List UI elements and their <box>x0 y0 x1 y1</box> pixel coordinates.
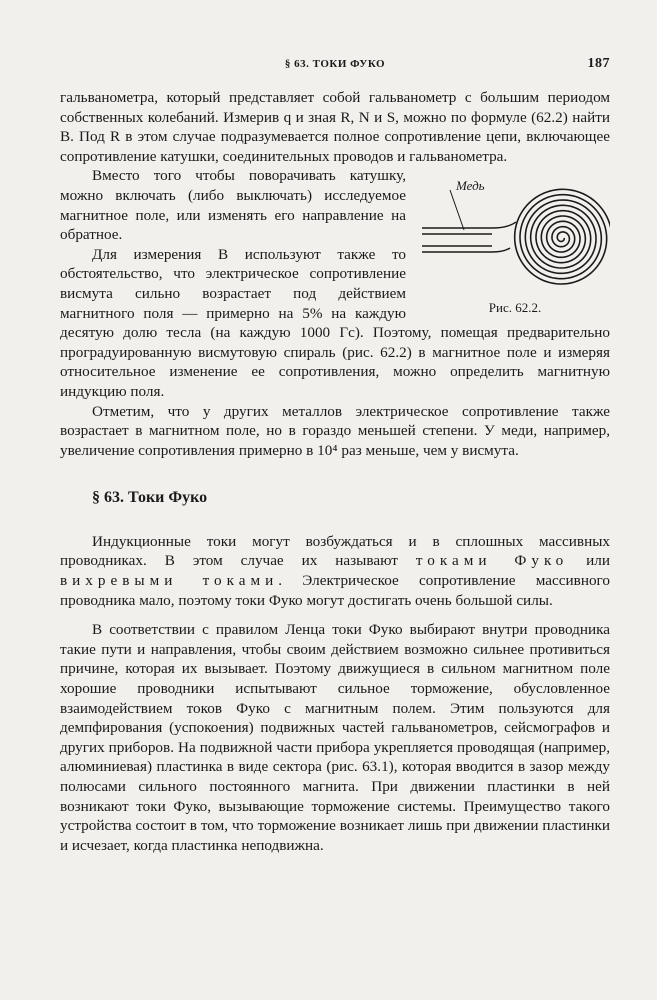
term-eddy-currents: вихревыми токами <box>60 572 279 590</box>
lead-bend <box>492 222 516 252</box>
paragraph-3: Для измерения B используют также то обстоятельство, что электрическое сопротивление висмута сильно возрастает под действием магнитного поля — примерно на 5% на каждую десятую долю тесла (на каждую 1000 Гс). Поэтому, помещая предварительно проградуированную висмутовую спираль (рис. 62.2) в магнитное поле и измеряя относительное изменение ее сопротивления, можно определить магнитную индукцию поля. <box>60 245 610 400</box>
running-title: § 63. ТОКИ ФУКО <box>284 58 386 70</box>
label-pointer <box>450 190 464 230</box>
paragraph-5 <box>60 532 610 610</box>
figure-62-2 <box>420 170 610 316</box>
paragraph-6: В соответствии с правилом Ленца токи Фуко выбирают внутри проводника такие пути и направления, чтобы своим действием возможно сильнее противиться причине, которая их вызывает. Поэтому движущиеся в сильном магнитном поле хорошие проводники испытывают сильное торможение, обусловленное взаимодействием токов Фуко с магнитным полем. Этим пользуются для демпфирования (успокоения) подвижных частей гальванометров, сейсмографов и других приборов. На подвижной части прибора укрепляется проводящая (например, алюминиевая) пластинка в виде сектора (рис. 63.1), которая вводится в зазор между полюсами сильного постоянного магнита. При движении пластинки в ней возникают токи Фуко, вызывающие торможение системы. Преимущество такого устройства состоит в том, что торможение возникает лишь при движении пластинки и исчезает, когда пластинка неподвижна. <box>60 621 610 854</box>
spiral-wire <box>515 190 610 285</box>
figure-label-copper: Медь <box>456 178 485 194</box>
paragraph-2: Вместо того чтобы поворачивать катушку, можно включать (либо выключать) исследуемое магнитное поле, или изменять его направление на обратное. <box>60 167 406 244</box>
term-foucault-currents: токами Фуко <box>415 552 569 570</box>
p5-part-a: Индукционные токи могут возбуждаться и в сплошных массивных проводниках. В этом случае их называют <box>60 532 610 570</box>
p5-part-b: . Электрическое сопротивление массивного проводника мало, поэтому токи Фуко могут достигать очень большой силы. <box>60 572 610 609</box>
page-header <box>60 58 610 78</box>
figure-caption: Рис. 62.2. <box>488 300 542 316</box>
bismuth-spiral-drawing <box>420 170 610 295</box>
paragraph-1: гальванометра, который представляет собой гальванометр с большим периодом собственных колебаний. Измерив q и зная R, N и S, можно по формуле (62.2) найти B. Под R в этом случае подразумевается полное сопротивление цепи, включающее сопротивление катушки, соединительных проводов и гальванометра. <box>60 89 610 165</box>
page-body <box>60 88 610 855</box>
section-heading: § 63. Токи Фуко <box>92 489 208 507</box>
page-number: 187 <box>587 56 610 71</box>
paragraph-4: Отметим, что у других металлов электрическое сопротивление также возрастает в магнитном поле, но в гораздо меньшей степени. У меди, например, увеличение сопротивления примерно в 10⁴ раз меньше, чем у висмута. <box>60 402 610 459</box>
p5-or: или <box>568 552 611 570</box>
